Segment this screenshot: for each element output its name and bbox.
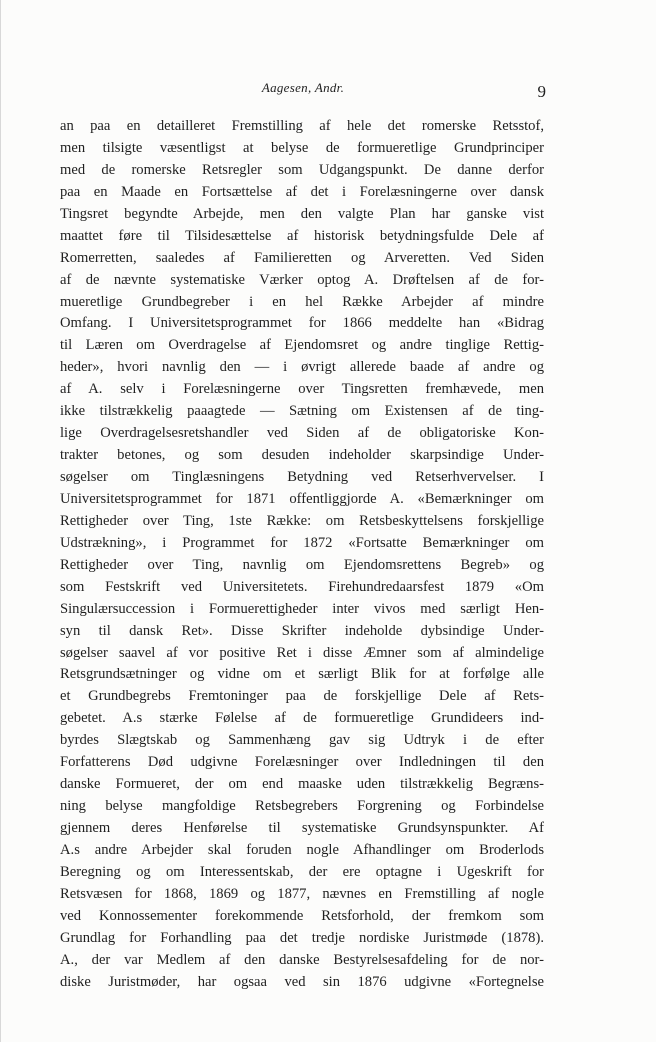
text-line: ning belyse mangfoldige Retsbegrebers Forgrening og Forbindelse — [60, 798, 544, 815]
text-line: Singulærsuccession i Formuerettigheder inter vivos med særligt Hen- — [60, 600, 544, 617]
text-line: A., der var Medlem af den danske Bestyrelsesafdeling for de nor- — [60, 951, 544, 968]
text-line: diske Juristmøder, har ogsaa ved sin 1876 udgivne «Fortegnelse — [60, 973, 544, 990]
text-line: gjennem deres Henførelse til systematiske Grundsynspunkter. Af — [60, 820, 544, 836]
text-line: Grundlag for Forhandling paa det tredje nordiske Juristmøde (1878). — [60, 929, 544, 946]
text-line: Beregning og om Interessentskab, der ere optagne i Ugeskrift for — [60, 863, 544, 880]
running-head: Aagesen, Andr. — [261, 80, 345, 95]
text-line: Romerretten, saaledes af Familieretten og Arveretten. Ved Siden — [60, 249, 544, 266]
text-line: Forfatterens Død udgivne Forelæsninger over Indledningen til den — [60, 754, 544, 771]
text-line: et Grundbegrebs Fremtoninger paa de forskjellige Dele af Rets- — [60, 688, 544, 705]
text-line: til Læren om Overdragelse af Ejendomsret og andre tinglige Rettig- — [60, 337, 544, 354]
text-line: men tilsigte væsentligst at belyse de formueretlige Grundprinciper — [60, 139, 544, 156]
text-line: trakter betones, og som desuden indeholder skarpsindige Under- — [60, 447, 544, 464]
text-line: af de nævnte systematiske Værker optog A. Drøftelsen af de for- — [60, 271, 544, 288]
text-line: heder», hvori navnlig den — i øvrigt allerede baade af andre og — [60, 359, 544, 376]
text-line: ved Konnossementer forekommende Retsforhold, der fremkom som — [60, 907, 544, 924]
text-line: gebetet. A.s stærke Følelse af de formueretlige Grundideers ind- — [60, 710, 544, 727]
text-line: Rettigheder over Ting, 1ste Række: om Retsbeskyttelsens forskjellige — [60, 512, 544, 529]
text-line: søgelser om Tinglæsningens Betydning ved Retserhvervelser. I — [60, 469, 544, 485]
text-line: Universitetsprogrammet for 1871 offentliggjorde A. «Bemærkninger om — [60, 490, 544, 507]
text-line: med de romerske Retsregler som Udgangspunkt. De danne derfor — [60, 161, 544, 178]
text-line: søgelser saavel af vor positive Ret i disse Æmner som af almindelige — [60, 644, 544, 661]
text-line: Retsvæsen for 1868, 1869 og 1877, nævnes en Fremstilling af nogle — [60, 885, 544, 902]
text-line: Tingsret begyndte Arbejde, men den valgte Plan har ganske vist — [60, 205, 544, 222]
text-line: ikke tilstrækkelig paaagtede — Sætning om Existensen af de ting- — [60, 403, 544, 420]
page-number: 9 — [537, 82, 546, 101]
text-line: A.s andre Arbejder skal foruden nogle Afhandlinger om Broderlods — [60, 841, 544, 858]
text-line: Retsgrundsætninger og vidne om et særligt Blik for at forfølge alle — [60, 666, 544, 683]
text-line: an paa en detailleret Fremstilling af hele det romerske Retsstof, — [60, 118, 544, 134]
text-line: Rettigheder over Ting, navnlig om Ejendomsrettens Begreb» og — [60, 556, 544, 573]
text-line: paa en Maade en Fortsættelse af det i Forelæsningerne over dansk — [60, 183, 544, 200]
text-line: af A. selv i Forelæsningerne over Tingsretten fremhævede, men — [60, 381, 544, 398]
text-line: som Festskrift ved Universitetets. Firehundredaarsfest 1879 «Om — [60, 578, 544, 595]
text-line: syn til dansk Ret». Disse Skrifter indeholde dybsindige Under- — [60, 622, 544, 639]
text-line: maattet føre til Tilsidesættelse af historisk betydningsfulde Dele af — [60, 227, 544, 244]
text-line: mueretlige Grundbegreber i en hel Række Arbejder af mindre — [60, 293, 544, 310]
page-header — [60, 78, 546, 102]
text-line: lige Overdragelsesretshandler ved Siden af de obligatoriske Kon- — [60, 425, 544, 442]
body-text — [60, 116, 544, 994]
text-line: Udstrækning», i Programmet for 1872 «Fortsatte Bemærkninger om — [60, 534, 544, 551]
text-line: Omfang. I Universitetsprogrammet for 1866 meddelte han «Bidrag — [60, 315, 544, 332]
page-edge — [0, 0, 1, 1042]
text-line: byrdes Slægtskab og Sammenhæng gav sig Udtryk i de efter — [60, 732, 544, 749]
text-line: danske Formueret, der om end maaske uden tilstrækkelig Begræns- — [60, 776, 544, 793]
